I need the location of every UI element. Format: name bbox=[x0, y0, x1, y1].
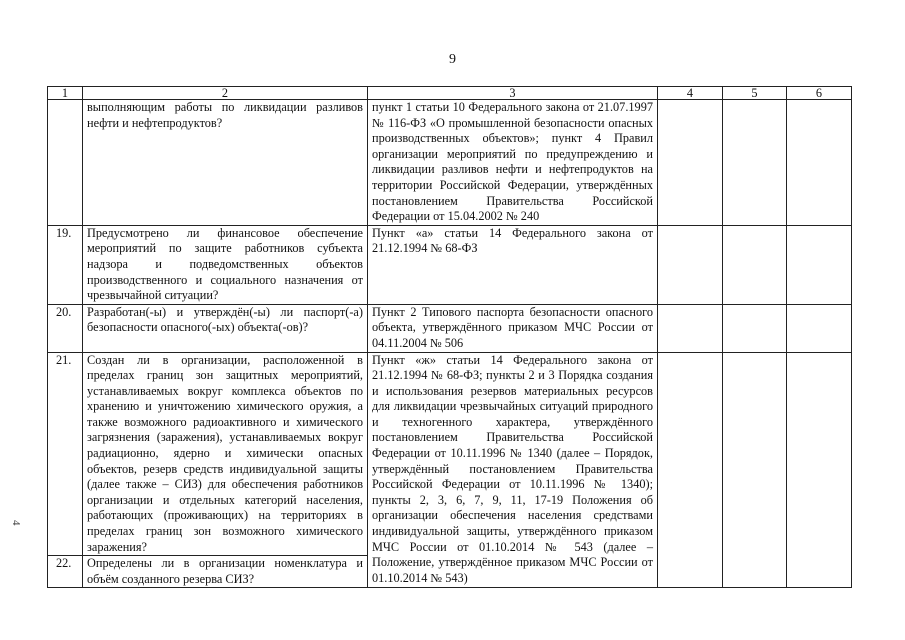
empty-cell bbox=[787, 225, 852, 304]
row-number bbox=[48, 100, 83, 226]
column-header: 1 bbox=[48, 87, 83, 100]
page-number: 9 bbox=[449, 52, 456, 67]
reference-cell: Пункт «а» статьи 14 Федерального закона от 21.12.1994 № 68-ФЗ bbox=[368, 225, 658, 304]
table-row bbox=[48, 352, 852, 556]
reference-cell: Пункт 2 Типового паспорта безопасности опасного объекта, утверждённого приказом МЧС России от 04.11.2004 № 506 bbox=[368, 304, 658, 352]
column-header: 2 bbox=[83, 87, 368, 100]
empty-cell bbox=[658, 304, 723, 352]
empty-cell bbox=[723, 100, 787, 226]
empty-cell bbox=[658, 352, 723, 588]
question-cell: Создан ли в организации, расположенной в пределах границ зон защитных мероприятий, устанавливаемых вокруг комплекса объектов по хранению и уничтожению химического оружия, а также возможного радиоактивного и химического загрязнения (заражения), устанавливаемых вокруг радиационно, ядерно и химически опасных объектов, резерв средств индивидуальной защиты (далее также – СИЗ) для обеспечения работников организации и отдельных категорий населения, работающих (проживающих) на территориях в пределах границ зон возможного химического заражения? bbox=[83, 352, 368, 556]
empty-cell bbox=[787, 304, 852, 352]
reference-cell: пункт 1 статьи 10 Федерального закона от 21.07.1997 № 116-ФЗ «О промышленной безопасности опасных производственных объектов»; пункт 4 Правил организации мероприятий по предупреждению и ликвидации разливов нефти и нефтепродуктов на территории Российской Федерации, утверждённых постановлением Правительства Российской Федерации от 15.04.2002 № 240 bbox=[368, 100, 658, 226]
empty-cell bbox=[723, 352, 787, 588]
row-number: 19. bbox=[48, 225, 83, 304]
table-row bbox=[48, 225, 852, 304]
empty-cell bbox=[787, 352, 852, 588]
column-header: 6 bbox=[787, 87, 852, 100]
question-cell: Разработан(-ы) и утверждён(-ы) ли паспорт(-а) безопасности опасного(-ых) объекта(-ов)? bbox=[83, 304, 368, 352]
column-header: 4 bbox=[658, 87, 723, 100]
checklist-table bbox=[47, 86, 852, 588]
empty-cell bbox=[787, 100, 852, 226]
column-header: 5 bbox=[723, 87, 787, 100]
row-number: 21. bbox=[48, 352, 83, 556]
question-cell: Предусмотрено ли финансовое обеспечение мероприятий по защите работников субъекта надзора и подведомственных объектов производственного и социального назначения от чрезвычайной ситуации? bbox=[83, 225, 368, 304]
empty-cell bbox=[723, 225, 787, 304]
question-cell: Определены ли в организации номенклатура и объём созданного резерва СИЗ? bbox=[83, 556, 368, 588]
column-header: 3 bbox=[368, 87, 658, 100]
table-row bbox=[48, 304, 852, 352]
empty-cell bbox=[658, 225, 723, 304]
row-number: 20. bbox=[48, 304, 83, 352]
header-row bbox=[48, 87, 852, 100]
reference-cell: Пункт «ж» статьи 14 Федерального закона от 21.12.1994 № 68-ФЗ; пункты 2 и 3 Порядка создания и использования резервов материальных ресурсов для ликвидации чрезвычайных ситуаций природного и техногенного характера, утверждённого постановлением Правительства Российской Федерации от 10.11.1996 № 1340 (далее – Порядок, утверждённый постановлением Правительства Российской Федерации от 10.11.1996 № 1340); пункты 2, 3, 6, 7, 9, 11, 17-19 Положения об организации обеспечения населения средствами индивидуальной защиты, утверждённого приказом МЧС России от 01.10.2014 № 543 (далее – Положение, утверждённое приказом МЧС России от 01.10.2014 № 543) bbox=[368, 352, 658, 588]
row-number: 22. bbox=[48, 556, 83, 588]
table-row bbox=[48, 100, 852, 226]
empty-cell bbox=[723, 304, 787, 352]
question-cell: выполняющим работы по ликвидации разливов нефти и нефтепродуктов? bbox=[83, 100, 368, 226]
margin-note: 4 bbox=[10, 520, 22, 526]
empty-cell bbox=[658, 100, 723, 226]
